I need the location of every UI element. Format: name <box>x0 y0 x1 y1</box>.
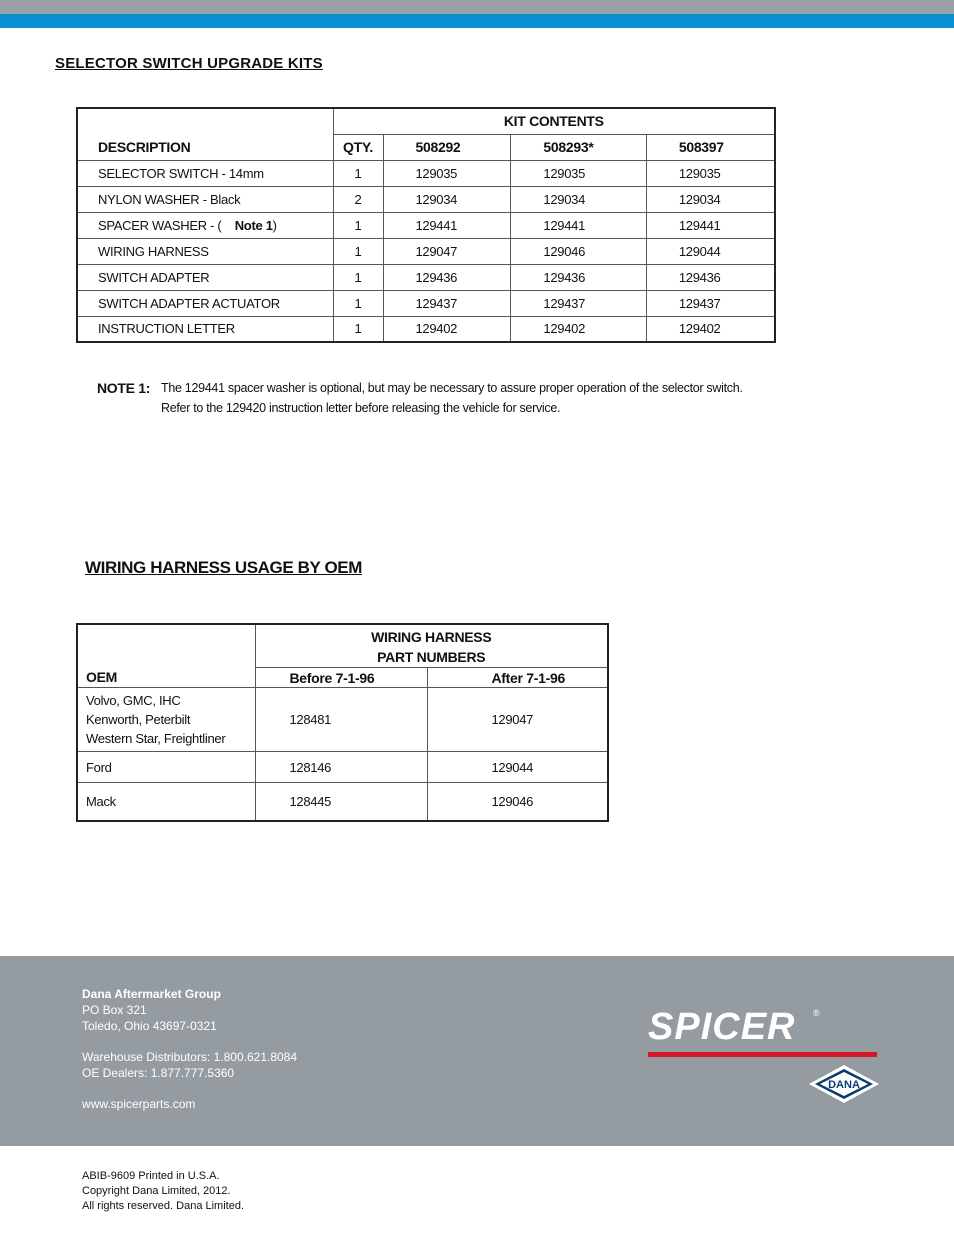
table-row <box>77 160 775 186</box>
table-row <box>77 316 775 342</box>
row-qty: 2 <box>333 186 383 212</box>
row-qty: 1 <box>333 160 383 186</box>
after-part: 129047 <box>427 688 608 752</box>
table-row <box>77 688 608 752</box>
row-description <box>77 212 333 238</box>
row-kit-part: 129437 <box>646 290 775 316</box>
table-row <box>77 264 775 290</box>
row-kit-part: 129034 <box>511 186 646 212</box>
row-description: SWITCH ADAPTER <box>77 264 333 290</box>
row-description: INSTRUCTION LETTER <box>77 316 333 342</box>
harness-table-corner <box>77 624 255 668</box>
spicer-logo-text: SPICER <box>648 1006 796 1048</box>
top-gray-band <box>0 0 954 14</box>
row-kit-part: 129047 <box>383 238 511 264</box>
city-line: Toledo, Ohio 43697-0321 <box>82 1019 217 1033</box>
copyright-block <box>82 1169 244 1214</box>
kit-contents-header: KIT CONTENTS <box>333 108 775 134</box>
row-kit-part: 129034 <box>646 186 775 212</box>
copyright-line: Copyright Dana Limited, 2012. <box>82 1185 231 1197</box>
kit-table <box>76 107 776 343</box>
oem-line: Western Star, Freightliner <box>86 731 226 746</box>
oem-cell <box>77 688 255 752</box>
note-1-label: NOTE 1: <box>97 380 151 396</box>
before-part: 128146 <box>255 752 427 783</box>
before-header: Before 7-1-96 <box>255 668 427 688</box>
row-kit-part: 129436 <box>511 264 646 290</box>
note-1-line-1: The 129441 spacer washer is optional, but may be necessary to assure proper operation of the selector switch. <box>161 381 743 395</box>
oe-dealers-phone: OE Dealers: 1.877.777.5360 <box>82 1066 235 1080</box>
row-qty: 1 <box>333 264 383 290</box>
after-header: After 7-1-96 <box>427 668 608 688</box>
row-kit-part: 129441 <box>383 212 511 238</box>
oem-line: Volvo, GMC, IHC <box>86 693 181 708</box>
row-qty: 1 <box>333 212 383 238</box>
row-kit-part: 129441 <box>511 212 646 238</box>
harness-header-line-1: WIRING HARNESS <box>371 629 492 645</box>
spicer-logo <box>648 1006 878 1106</box>
top-blue-band <box>0 14 954 28</box>
row-kit-part: 129436 <box>646 264 775 290</box>
harness-part-numbers-header <box>255 624 608 668</box>
note-1-line-2: Refer to the 129420 instruction letter before releasing the vehicle for service. <box>161 401 561 415</box>
row-qty: 1 <box>333 238 383 264</box>
rights-line: All rights reserved. Dana Limited. <box>82 1200 245 1212</box>
row-description-suffix: ) <box>272 217 277 233</box>
before-part: 128481 <box>255 688 427 752</box>
website-link[interactable]: www.spicerparts.com <box>82 1097 196 1111</box>
table-row <box>77 752 608 783</box>
row-kit-part: 129437 <box>511 290 646 316</box>
row-kit-part: 129437 <box>383 290 511 316</box>
row-kit-part: 129035 <box>383 160 511 186</box>
footer-band <box>0 956 954 1146</box>
note-reference: Note 1 <box>234 217 273 233</box>
kit-header-508397: 508397 <box>646 134 775 160</box>
table-row <box>77 186 775 212</box>
row-kit-part: 129035 <box>646 160 775 186</box>
print-code: ABIB-9609 Printed in U.S.A. <box>82 1170 220 1182</box>
row-qty: 1 <box>333 316 383 342</box>
row-description: NYLON WASHER - Black <box>77 186 333 212</box>
dana-logo-icon <box>808 1064 880 1104</box>
row-kit-part: 129402 <box>646 316 775 342</box>
oem-line: Kenworth, Peterbilt <box>86 712 191 727</box>
registered-mark: ® <box>813 1008 820 1018</box>
note-1-text <box>161 378 781 418</box>
po-box: PO Box 321 <box>82 1003 147 1017</box>
harness-table <box>76 623 609 822</box>
row-kit-part: 129044 <box>646 238 775 264</box>
after-part: 129046 <box>427 783 608 821</box>
footer-contact <box>82 986 297 1112</box>
row-description: WIRING HARNESS <box>77 238 333 264</box>
table-row <box>77 238 775 264</box>
before-part: 128445 <box>255 783 427 821</box>
dana-badge-text: DANA <box>828 1079 860 1091</box>
row-kit-part: 129436 <box>383 264 511 290</box>
row-kit-part: 129046 <box>511 238 646 264</box>
row-qty: 1 <box>333 290 383 316</box>
kit-table-corner <box>77 108 333 134</box>
row-description-text: SPACER WASHER - ( <box>98 217 222 233</box>
kit-header-508293: 508293* <box>511 134 646 160</box>
table-row <box>77 290 775 316</box>
spicer-red-bar <box>648 1052 877 1057</box>
oem-cell: Mack <box>77 783 255 821</box>
row-kit-part: 129402 <box>511 316 646 342</box>
row-description: SWITCH ADAPTER ACTUATOR <box>77 290 333 316</box>
row-kit-part: 129441 <box>646 212 775 238</box>
row-kit-part: 129034 <box>383 186 511 212</box>
harness-section-title: WIRING HARNESS USAGE BY OEM <box>85 558 362 577</box>
row-description: SELECTOR SWITCH - 14mm <box>77 160 333 186</box>
kit-header-508292: 508292 <box>383 134 511 160</box>
company-name: Dana Aftermarket Group <box>82 987 221 1001</box>
section-title: SELECTOR SWITCH UPGRADE KITS <box>55 55 323 72</box>
harness-header-line-2: PART NUMBERS <box>377 649 486 665</box>
oem-cell: Ford <box>77 752 255 783</box>
row-kit-part: 129035 <box>511 160 646 186</box>
oem-header: OEM <box>77 668 255 688</box>
warehouse-phone: Warehouse Distributors: 1.800.621.8084 <box>82 1050 298 1064</box>
after-part: 129044 <box>427 752 608 783</box>
description-header: DESCRIPTION <box>77 134 333 160</box>
table-row <box>77 783 608 821</box>
table-row <box>77 212 775 238</box>
qty-header: QTY. <box>333 134 383 160</box>
row-kit-part: 129402 <box>383 316 511 342</box>
